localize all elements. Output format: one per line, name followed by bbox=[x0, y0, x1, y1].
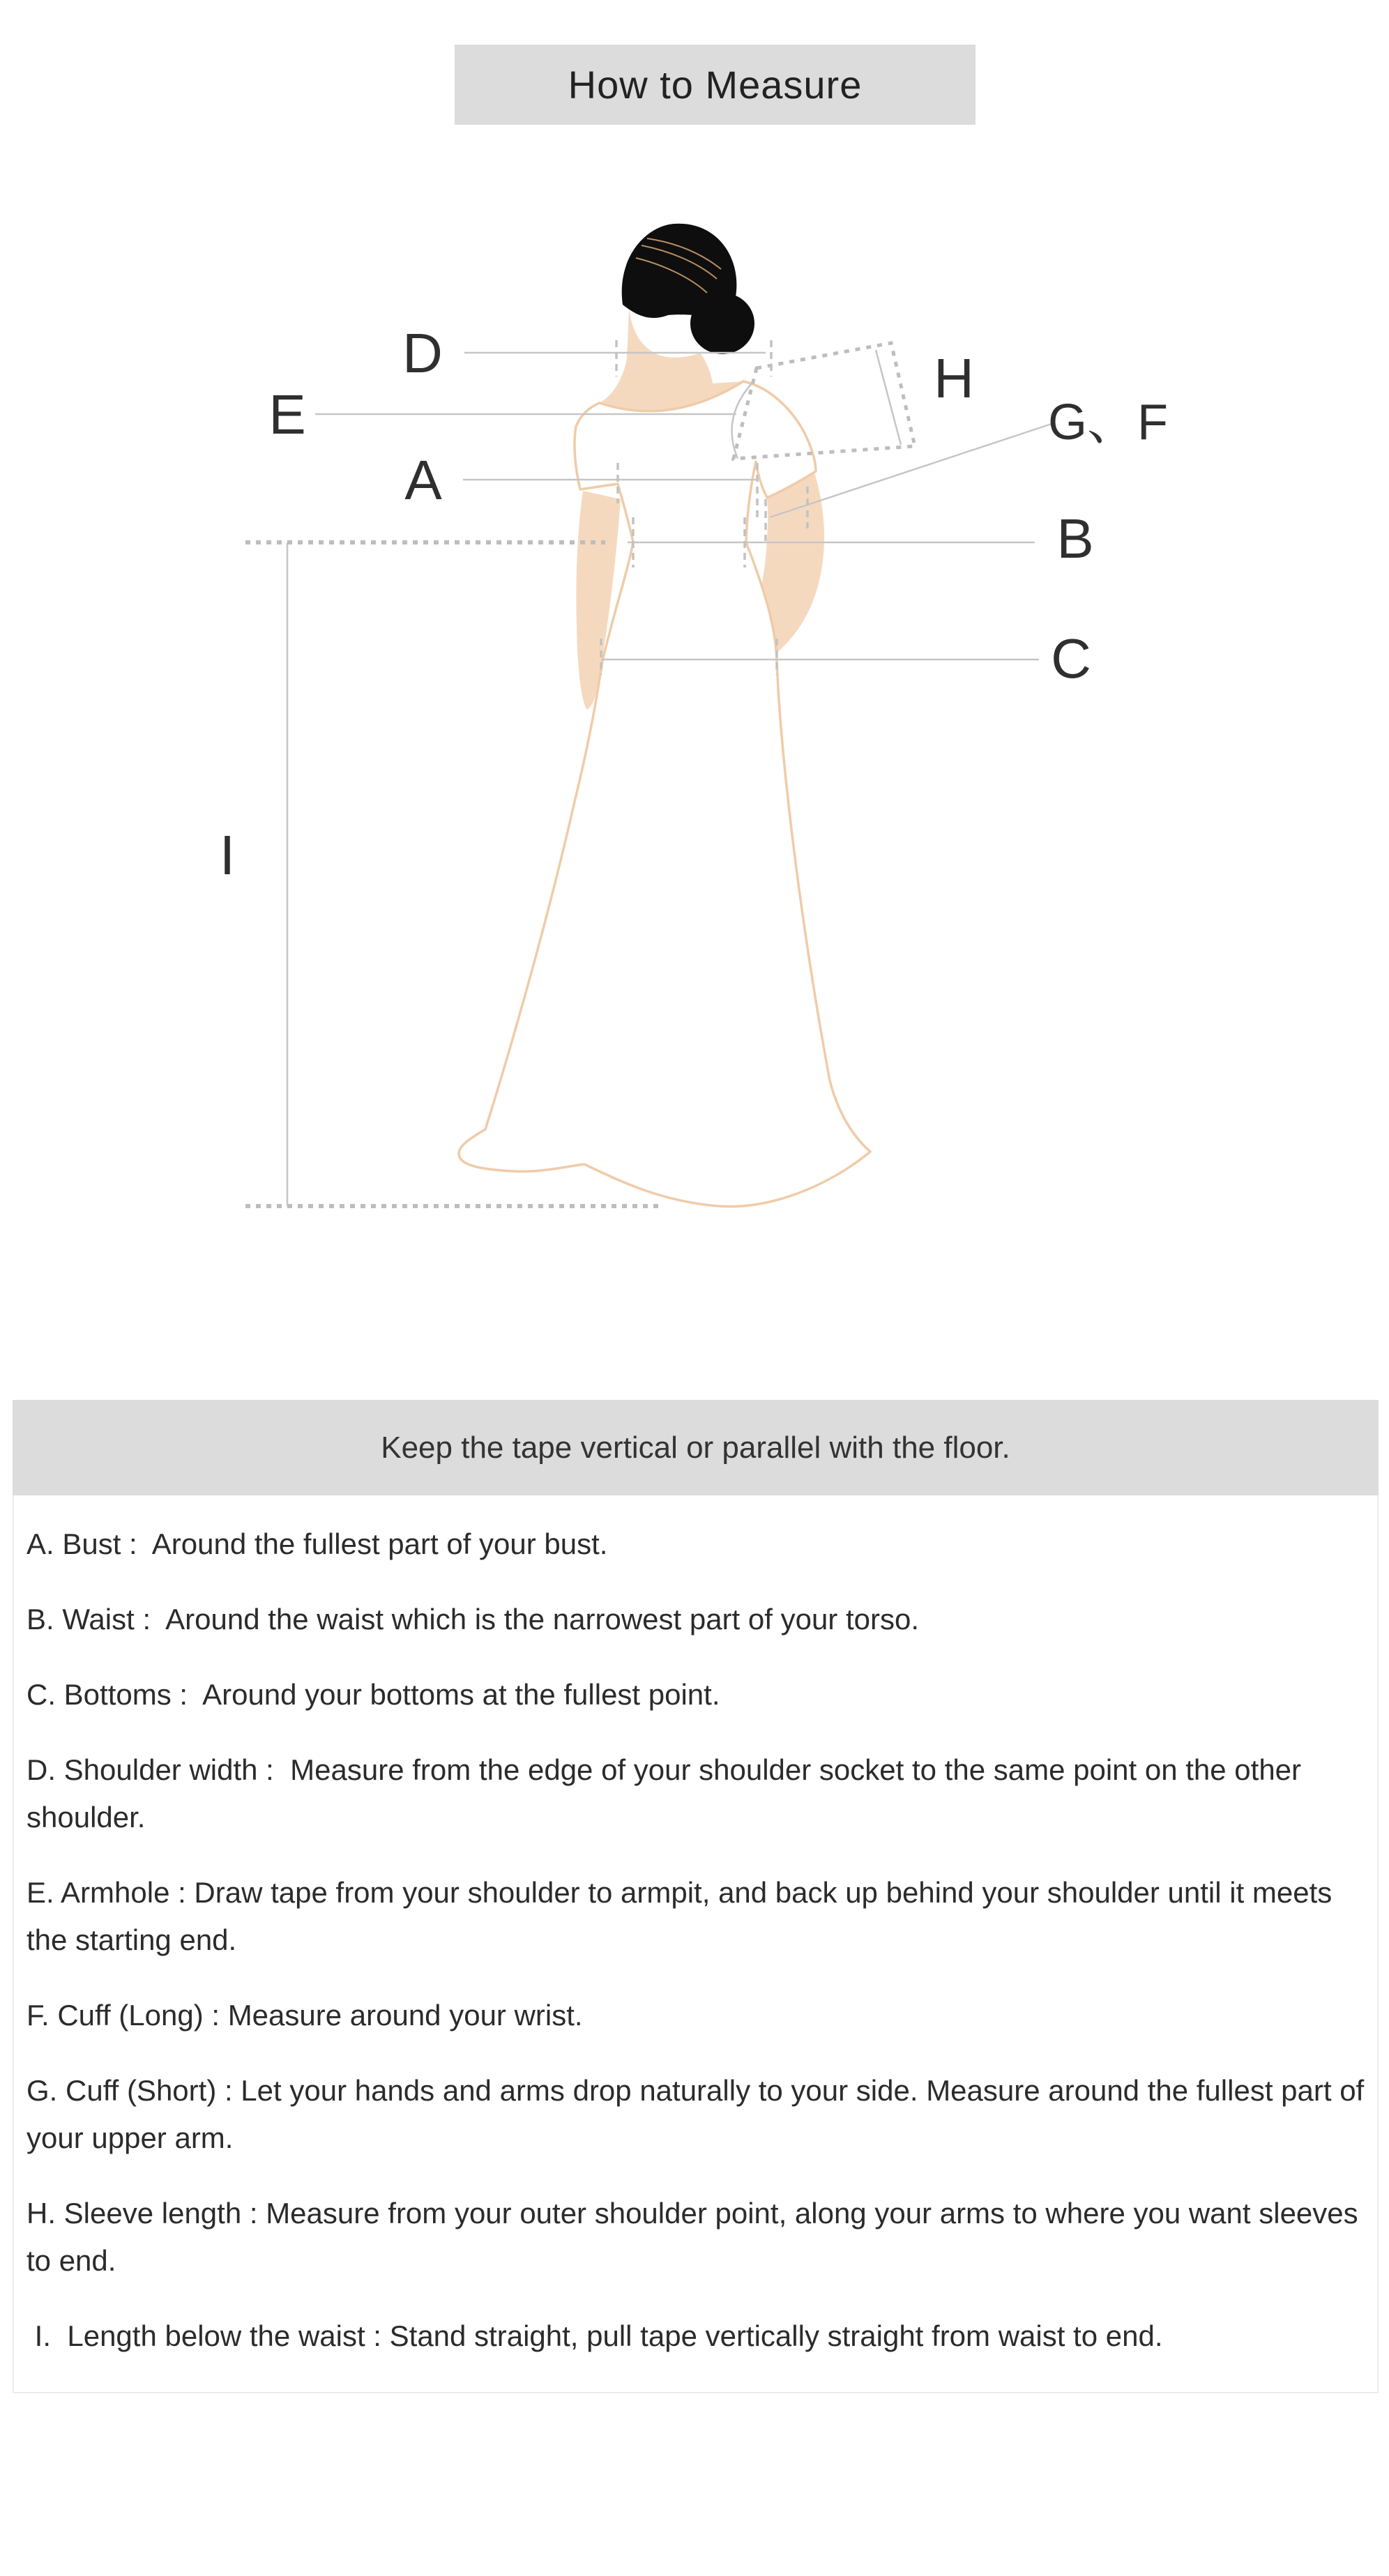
instruction-sleeve-length: H. Sleeve length : Measure from your outer shoulder point, along your arms to where you want sleeves to end. bbox=[26, 2197, 1367, 2277]
label-length-below-waist: I bbox=[219, 824, 236, 886]
instructions-box bbox=[13, 1495, 1379, 2393]
measurement-figure bbox=[195, 216, 1199, 1234]
instruction-length-below-waist: I. Length below the waist : Stand straight, pull tape vertically straight from waist to end. bbox=[26, 2319, 1163, 2352]
label-waist: B bbox=[1056, 508, 1094, 570]
tape-note-bar: Keep the tape vertical or parallel with the floor. bbox=[13, 1400, 1379, 1495]
instruction-armhole: E. Armhole : Draw tape from your shoulder to armpit, and back up behind your shoulder until it meets the starting end. bbox=[26, 1876, 1340, 1956]
instruction-bottoms: C. Bottoms : Around your bottoms at the fullest point. bbox=[26, 1678, 720, 1711]
instruction-cuff-short: G. Cuff (Short) : Let your hands and arms drop naturally to your side. Measure around the fullest part of your upper arm. bbox=[26, 2074, 1372, 2154]
figure-illustration bbox=[195, 216, 1199, 1234]
label-armhole: E bbox=[268, 383, 306, 445]
instruction-cuff-long: F. Cuff (Long) : Measure around your wrist. bbox=[26, 1999, 583, 2032]
label-sleeve-length: H bbox=[934, 347, 974, 409]
instruction-waist: B. Waist : Around the waist which is the narrowest part of your torso. bbox=[26, 1603, 919, 1636]
instruction-bust: A. Bust : Around the fullest part of your bust. bbox=[26, 1527, 608, 1560]
label-shoulder-width: D bbox=[402, 322, 443, 384]
hair-bun bbox=[690, 293, 754, 354]
label-cuffs: G、F bbox=[1048, 395, 1168, 450]
instruction-shoulder-width: D. Shoulder width : Measure from the edge of your shoulder socket to the same point on the other shoulder. bbox=[26, 1753, 1310, 1834]
page-title: How to Measure bbox=[455, 45, 976, 125]
label-bust: A bbox=[404, 449, 442, 511]
label-bottoms: C bbox=[1051, 627, 1091, 689]
